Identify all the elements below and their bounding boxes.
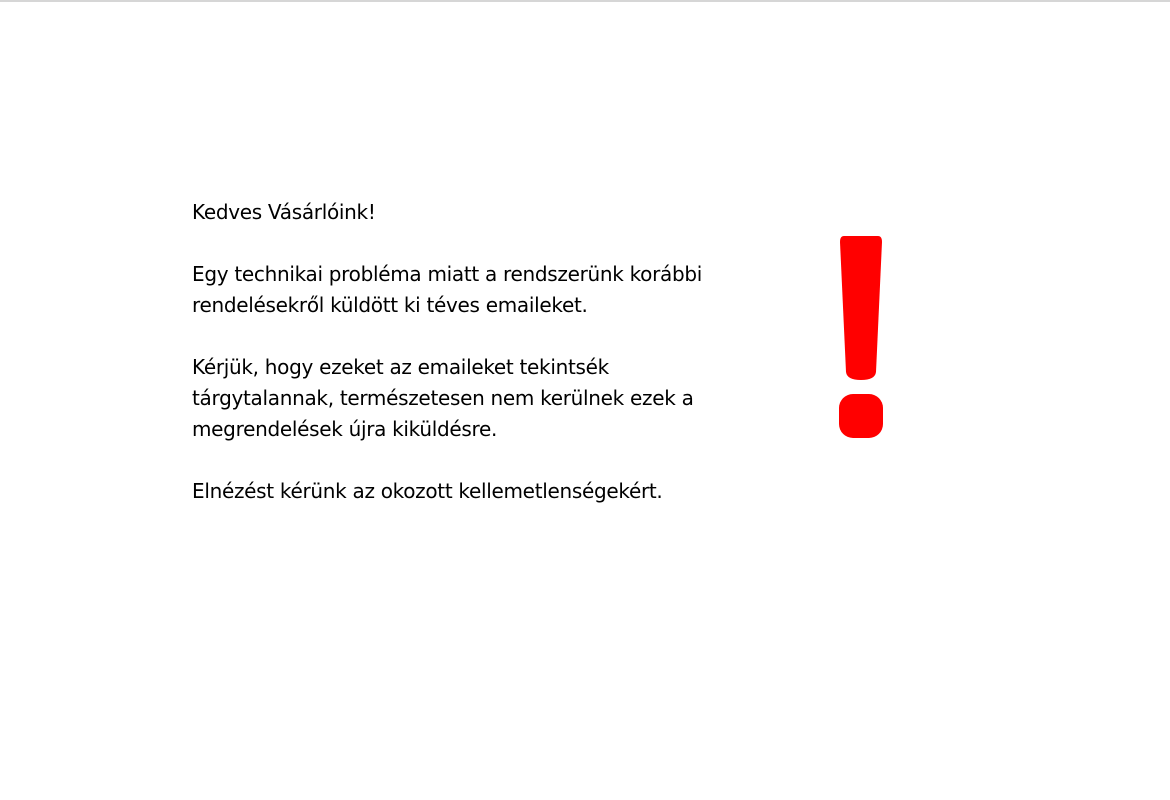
paragraph-problem-line-2: rendelésekről küldött ki téves emaileket. (192, 293, 588, 317)
notice-message (192, 197, 812, 538)
paragraph-request-line-1: Kérjük, hogy ezeket az emaileket tekintsék (192, 355, 609, 379)
paragraph-request-line-2: tárgytalannak, természetesen nem kerülnek ezek a (192, 386, 694, 410)
paragraph-problem-line-1: Egy technikai probléma miatt a rendszerünk korábbi (192, 262, 703, 286)
notice-greeting (192, 197, 812, 228)
exclamation-mark-icon (836, 234, 886, 440)
paragraph-request-line-3: megrendelések újra kiküldésre. (192, 417, 498, 441)
exclamation-bar (840, 236, 882, 380)
notice-paragraph-problem (192, 259, 812, 321)
notice-paragraph-request (192, 352, 812, 445)
notice-apology (192, 476, 812, 507)
greeting-text: Kedves Vásárlóink! (192, 200, 376, 224)
apology-text: Elnézést kérünk az okozott kellemetlenségekért. (192, 479, 663, 503)
exclamation-dot (839, 394, 883, 438)
